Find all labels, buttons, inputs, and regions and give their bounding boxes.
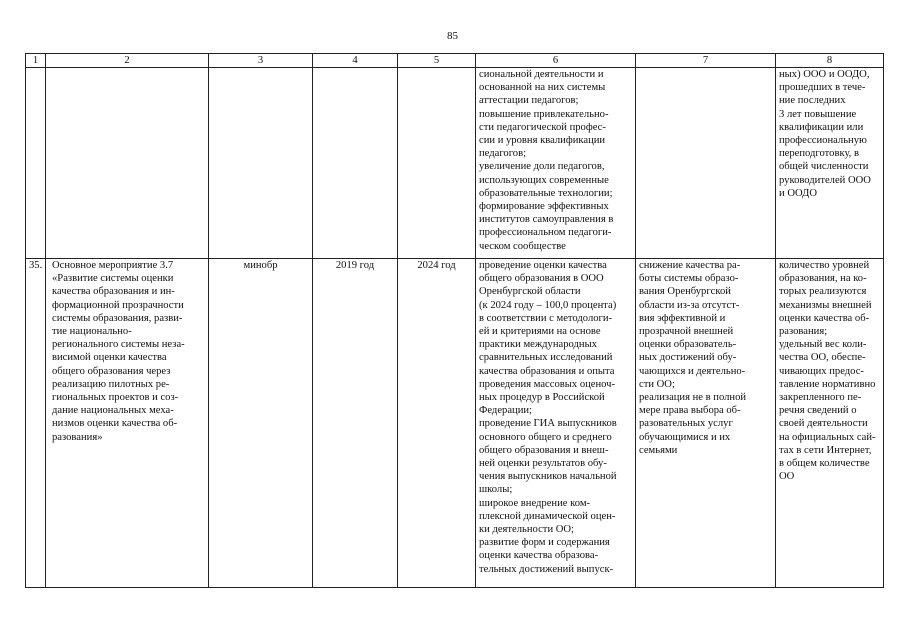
cell-text-line: удельный вес коли- xyxy=(779,339,867,351)
header-cell-8: 8 xyxy=(776,54,884,68)
cell-text-line: тие национально- xyxy=(52,326,132,338)
cell-text-line: качества образования и ин- xyxy=(52,286,175,298)
cell-text-line: сти ОО; xyxy=(639,378,675,390)
cell-text-line: реализация не в полной xyxy=(639,392,747,404)
row2-cell-2 xyxy=(46,259,209,588)
cell-text-line: системы образования, разви- xyxy=(52,312,183,324)
cell-text-line: использующих современные xyxy=(479,174,609,186)
cell-text-line: тавление нормативно xyxy=(779,378,876,390)
row2-cell-1: 35. xyxy=(26,259,46,588)
cell-text-line: разования; xyxy=(779,326,828,338)
cell-text-line: тельных достижений выпуск- xyxy=(479,563,614,575)
cell-text-line: сти педагогической профес- xyxy=(479,121,606,133)
cell-text-line: снижение качества ра- xyxy=(639,260,741,271)
cell-text-line: переподготовку, в xyxy=(779,148,859,160)
cell-text-line: чества ОО, обеспе- xyxy=(779,352,866,364)
cell-text-line: ОО xyxy=(779,471,795,483)
cell-text-line: своей деятельности xyxy=(779,418,868,430)
document-table xyxy=(25,53,884,588)
cell-text-line: тах в сети Интернет, xyxy=(779,444,872,456)
cell-text-line: общего образования через xyxy=(52,365,171,377)
cell-text-line: общего образования в ООО xyxy=(479,273,604,285)
cell-text-line: ных) ООО и ООДО, xyxy=(779,69,870,80)
cell-text-line: ей и критериями на основе xyxy=(479,326,601,338)
cell-text-line: разования» xyxy=(52,431,103,443)
row2-cell-3: минобр xyxy=(209,259,313,588)
cell-text-line: профессиональном педагоги- xyxy=(479,227,612,239)
cell-text-line: проведение ГИА выпускников xyxy=(479,418,617,430)
header-row xyxy=(26,54,884,68)
cell-text-line: развитие форм и содержания xyxy=(479,537,610,549)
cell-text-line: сравнительных исследований xyxy=(479,352,613,364)
cell-text-line: регионального системы неза- xyxy=(52,339,185,351)
row2-cell-7 xyxy=(636,259,776,588)
cell-text-line: практики международных xyxy=(479,339,597,351)
cell-text-line: оценки образователь- xyxy=(639,339,737,351)
cell-text-line: низмов оценки качества об- xyxy=(52,418,178,430)
cell-text-line: закрепленного пе- xyxy=(779,392,862,404)
cell-text-line: прозрачной внешней xyxy=(639,326,734,338)
cell-text-line: в общем количестве xyxy=(779,458,870,470)
cell-text-line: чивающих предос- xyxy=(779,365,864,377)
cell-text-line: и ООДО xyxy=(779,187,817,199)
cell-text-line: разовательных услуг xyxy=(639,418,733,430)
row1-cell-7 xyxy=(636,68,776,259)
row1-cell-6 xyxy=(476,68,636,259)
cell-text-line: оценки качества образова- xyxy=(479,550,599,562)
cell-text-line: количество уровней xyxy=(779,260,870,271)
cell-text-line: обучающимися и их xyxy=(639,431,731,443)
cell-text-line: проведения массовых оценоч- xyxy=(479,378,616,390)
cell-text-line: речня сведений о xyxy=(779,405,857,417)
cell-text-line: формирование эффективных xyxy=(479,201,609,213)
header-cell-2: 2 xyxy=(46,54,209,68)
page-number: 85 xyxy=(447,30,458,42)
row2-cell-5: 2024 год xyxy=(398,259,476,588)
row1-cell-1 xyxy=(26,68,46,259)
cell-text-line: образовательные технологии; xyxy=(479,187,613,199)
cell-text-line: основного общего и среднего xyxy=(479,431,612,443)
cell-text-line: семьями xyxy=(639,444,678,456)
table-row xyxy=(26,68,884,259)
header-cell-7: 7 xyxy=(636,54,776,68)
row1-cell-8 xyxy=(776,68,884,259)
cell-text-line: дание национальных меха- xyxy=(52,405,174,417)
cell-text-line: области из-за отсутст- xyxy=(639,299,740,311)
row1-cell-4 xyxy=(313,68,398,259)
cell-text-line: мере права выбора об- xyxy=(639,405,741,417)
cell-text-line: качества образования и опыта xyxy=(479,365,615,377)
cell-text-line: чения выпускников начальной xyxy=(479,471,617,483)
cell-text-line: Основное мероприятие 3.7 xyxy=(52,260,174,271)
cell-text-line: висимой оценки качества xyxy=(52,352,167,364)
cell-text-line: широкое внедрение ком- xyxy=(479,497,591,509)
cell-text-line: ки деятельности ОО; xyxy=(479,524,575,536)
cell-text-line: ческом сообществе xyxy=(479,240,566,252)
cell-text-line: чающихся и деятельно- xyxy=(639,365,746,377)
cell-text-line: институтов самоуправления в xyxy=(479,214,614,226)
row1-cell-5 xyxy=(398,68,476,259)
cell-text-line: ных достижений обу- xyxy=(639,352,737,364)
cell-text-line: механизмы внешней xyxy=(779,299,872,311)
cell-text-line: ных процедур в Российской xyxy=(479,392,605,404)
cell-text-line: вия эффективной и xyxy=(639,312,726,324)
cell-text-line: «Развитие системы оценки xyxy=(52,273,174,285)
cell-text-line: образования, на ко- xyxy=(779,273,867,285)
cell-text-line: ней оценки результатов обу- xyxy=(479,458,607,470)
header-cell-4: 4 xyxy=(313,54,398,68)
cell-text-line: аттестации педагогов; xyxy=(479,95,579,107)
header-cell-6: 6 xyxy=(476,54,636,68)
cell-text-line: в соответствии с методологи- xyxy=(479,312,613,324)
cell-text-line: Федерации; xyxy=(479,405,532,417)
cell-text-line: основанной на них системы xyxy=(479,82,606,94)
cell-text-line: 3 лет повышение xyxy=(779,108,857,120)
cell-text-line: торых реализуются xyxy=(779,286,867,298)
cell-text-line: ние последних xyxy=(779,95,846,107)
cell-text-line: на официальных сай- xyxy=(779,431,876,443)
cell-text-line: сии и уровня квалификации xyxy=(479,135,606,147)
row2-cell-4: 2019 год xyxy=(313,259,398,588)
cell-text-line: Оренбургской области xyxy=(479,286,581,298)
row1-cell-2 xyxy=(46,68,209,259)
cell-text-line: формационной прозрачности xyxy=(52,299,184,311)
cell-text-line: реализацию пилотных ре- xyxy=(52,378,170,390)
cell-text-line: увеличение доли педагогов, xyxy=(479,161,605,173)
table-row xyxy=(26,259,884,588)
cell-text-line: (к 2024 году – 100,0 процента) xyxy=(479,299,617,311)
cell-text-line: профессиональную xyxy=(779,135,867,147)
cell-text-line: вания Оренбургской xyxy=(639,286,731,298)
cell-text-line: боты системы образо- xyxy=(639,273,739,285)
header-cell-5: 5 xyxy=(398,54,476,68)
cell-text-line: прошедших в тече- xyxy=(779,82,866,94)
cell-text-line: плексной динамической оцен- xyxy=(479,510,616,522)
row1-cell-3 xyxy=(209,68,313,259)
cell-text-line: руководителей ООО xyxy=(779,174,871,186)
cell-text-line: общей численности xyxy=(779,161,869,173)
cell-text-line: проведение оценки качества xyxy=(479,260,607,271)
cell-text-line: сиональной деятельности и xyxy=(479,69,604,80)
cell-text-line: общего образования и внеш- xyxy=(479,444,609,456)
cell-text-line: повышение привлекательно- xyxy=(479,108,609,120)
row2-cell-8 xyxy=(776,259,884,588)
header-cell-1: 1 xyxy=(26,54,46,68)
cell-text-line: гиональных проектов и соз- xyxy=(52,392,179,404)
header-cell-3: 3 xyxy=(209,54,313,68)
cell-text-line: оценки качества об- xyxy=(779,312,870,324)
cell-text-line: квалификации или xyxy=(779,121,864,133)
cell-text-line: школы; xyxy=(479,484,513,496)
row2-cell-6 xyxy=(476,259,636,588)
cell-text-line: педагогов; xyxy=(479,148,527,160)
